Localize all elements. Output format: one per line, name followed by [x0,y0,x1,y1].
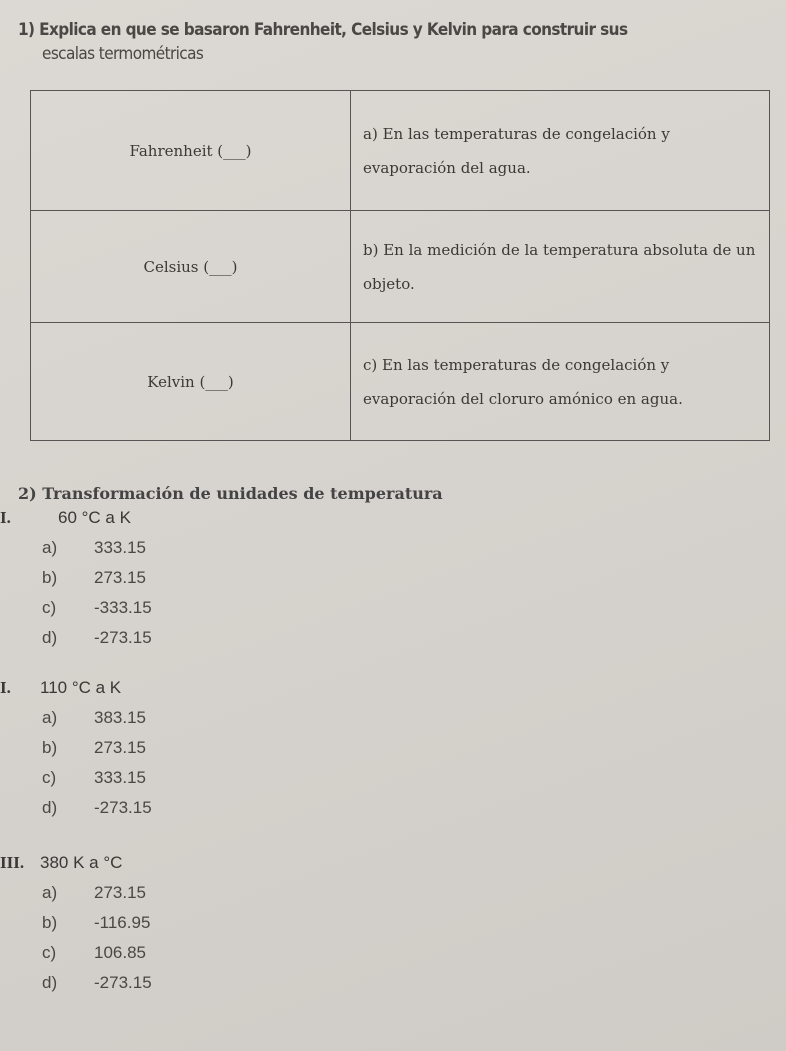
answer-option[interactable] [42,738,146,758]
option-value: 333.15 [94,538,146,557]
answer-option[interactable] [42,973,152,993]
option-letter: d) [42,973,58,992]
matching-table [30,90,770,441]
option-value: -333.15 [94,598,152,617]
scale-cell[interactable]: Fahrenheit (___) [31,91,351,211]
option-letter: b) [42,913,58,932]
roman-numeral: III. [0,853,25,872]
option-value: -116.95 [94,913,151,932]
option-value: 273.15 [94,738,146,757]
scale-cell[interactable]: Celsius (___) [31,211,351,323]
answer-option[interactable] [42,598,152,618]
option-value: 273.15 [94,568,146,587]
option-value: -273.15 [94,798,152,817]
answer-option[interactable] [42,798,152,818]
option-value: 106.85 [94,943,146,962]
answer-option[interactable] [42,538,146,558]
table-row [31,91,770,211]
option-letter: d) [42,628,58,647]
answer-option[interactable] [42,943,146,963]
option-letter: a) [42,883,58,902]
option-letter: a) [42,538,58,557]
question-1-text: 1) Explica en que se basaron Fahrenheit, Celsius y Kelvin para construir sus [18,20,628,40]
description-cell: a) En las temperaturas de congelación y evaporación del agua. [351,91,770,211]
description-cell: c) En las temperaturas de congelación y evaporación del cloruro amónico en agua. [351,323,770,441]
conversion-prompt: 110 °C a K [40,678,122,697]
option-letter: b) [42,568,58,587]
answer-option[interactable] [42,883,146,903]
option-value: 333.15 [94,768,146,787]
option-value: 273.15 [94,883,146,902]
option-letter: b) [42,738,58,757]
option-value: -273.15 [94,973,152,992]
conversion-question [0,853,122,873]
option-letter: c) [42,943,57,962]
answer-option[interactable] [42,568,146,588]
conversion-prompt: 60 °C a K [58,508,131,527]
answer-option[interactable] [42,708,146,728]
roman-numeral: I. [0,678,11,697]
option-letter: d) [42,798,58,817]
conversion-prompt: 380 K a °C [40,853,123,872]
answer-option[interactable] [42,913,150,933]
answer-option[interactable] [42,628,152,648]
description-cell: b) En la medición de la temperatura absoluta de un objeto. [351,211,770,323]
option-letter: c) [42,598,57,617]
table-row [31,323,770,441]
question-1 [18,20,627,64]
option-letter: c) [42,768,57,787]
option-value: 383.15 [94,708,146,727]
option-value: -273.15 [94,628,152,647]
roman-numeral: I. [0,508,11,527]
answer-option[interactable] [42,768,146,788]
scale-cell[interactable]: Kelvin (___) [31,323,351,441]
conversion-question [0,508,131,528]
question-2-title: 2) Transformación de unidades de temperatura [18,484,443,503]
table-row [31,211,770,323]
option-letter: a) [42,708,58,727]
conversion-question [0,678,121,698]
question-1-text-cont: escalas termométricas [42,44,204,64]
